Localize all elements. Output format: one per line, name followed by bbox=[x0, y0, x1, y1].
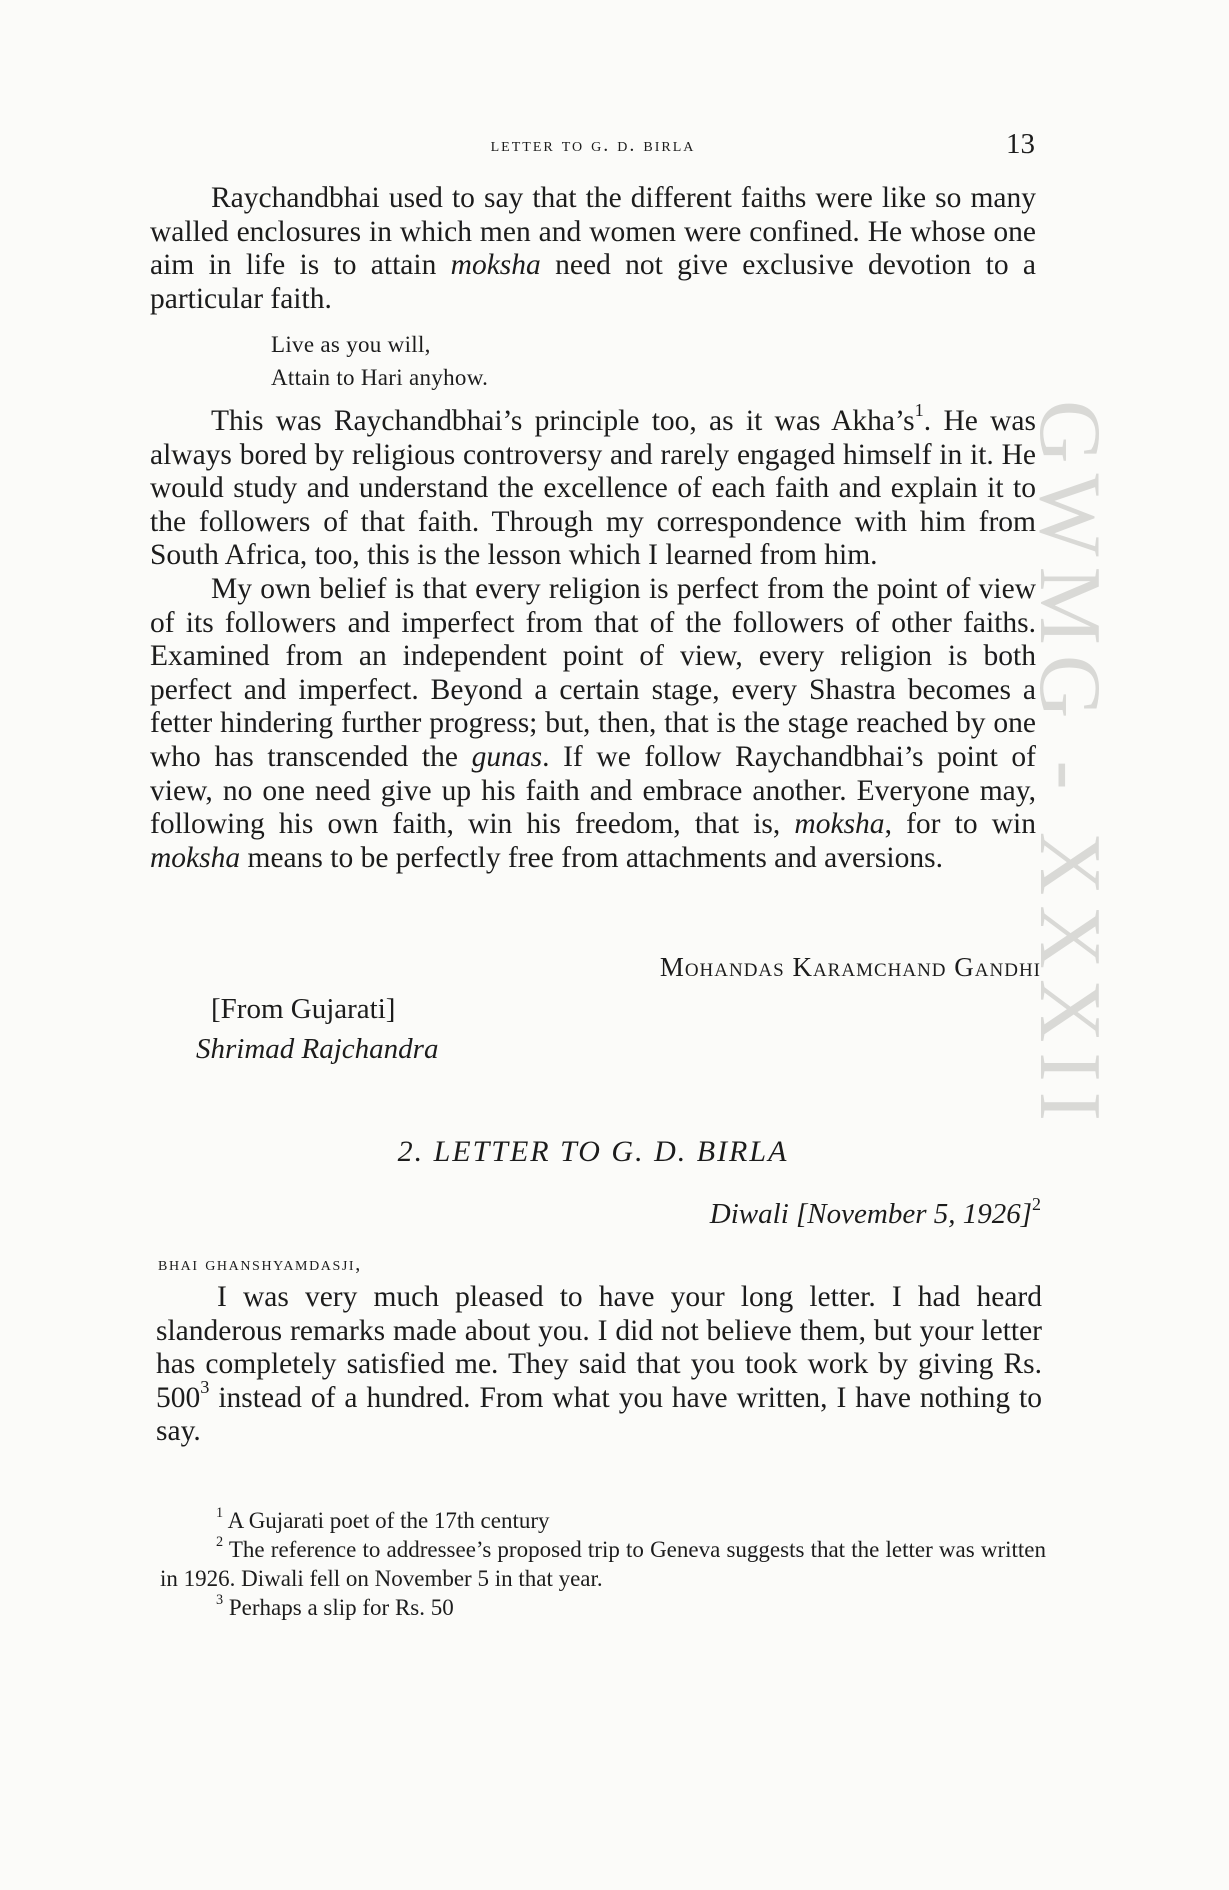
salutation: bhai ghanshyamdasji, bbox=[158, 1253, 362, 1275]
paragraph-4 bbox=[156, 1281, 1042, 1449]
dateline-text: Diwali [November 5, 1926] bbox=[709, 1198, 1033, 1230]
footnote-ref-1: 1 bbox=[914, 400, 924, 421]
paragraph-1-text bbox=[150, 182, 1036, 316]
paragraph-2-text: This was Raychandbhai’s principle too, as it was $Akha’s^1$. He was always bored by religious controversy and rarely engaged himself in it. He would study and understand the excellence of each faith and explain it to the followers of that faith. Through my correspondence with him from South Africa, too, this is the lesson which I learned from him. bbox=[150, 400, 1036, 572]
footnote-2 bbox=[160, 1535, 1046, 1593]
para1-seg-a: Raychandbhai used to say that the different faiths were like so many walled enclosures in which men and women were confined. He whose one aim in life is to attain moksha need not give exclusive devotion to a particular faith. bbox=[150, 182, 1036, 315]
footnote-1-text: A Gujarati poet of the 17th century bbox=[227, 1508, 550, 1533]
verse-line-1: Live as you will, bbox=[271, 332, 431, 357]
watermark: GWMG - XXXII bbox=[1021, 400, 1118, 1131]
footnote-1 bbox=[160, 1506, 1046, 1535]
document-heading: 2. LETTER TO G. D. BIRLA bbox=[397, 1135, 789, 1168]
verse-line-2: Attain to Hari anyhow. bbox=[271, 365, 489, 390]
page-number: 13 bbox=[1006, 128, 1035, 160]
footnote-2-mark: 2 bbox=[216, 1534, 224, 1551]
paragraph-3-text: My own belief is that every religion is perfect from the point of view of its followers and imperfect from that of the followers of other faiths. Examined from an independent point of view, every religion is both perfect and imperfect. Beyond a certain stage, every Shastra becomes a fetter hindering further progress; but, then, that is the stage reached by one who has transcended the gunas. If we follow Raychandbhai’s point of view, no one need give up his faith and embrace another. Everyone may, following his own faith, win his freedom, that is, moksha, for to win moksha means to be perfectly free from attachments and aversions. bbox=[150, 572, 1037, 874]
paragraph-2 bbox=[150, 400, 1037, 875]
footnotes bbox=[160, 1506, 1046, 1622]
footnote-3-mark: 3 bbox=[216, 1592, 224, 1609]
footnote-3-text: Perhaps a slip for Rs. 50 bbox=[228, 1595, 454, 1620]
dateline bbox=[709, 1193, 1041, 1231]
paragraph-4-text: I was very much pleased to have your long letter. I had heard slanderous remarks made about you. I did not believe them, but your letter has completely satisfied me. They said that you took work by giving Rs. $500^3$ instead of a hundred. From what you have written, I have nothing to say. bbox=[156, 1281, 1042, 1448]
footnote-ref-2: 2 bbox=[1032, 1193, 1041, 1214]
footnote-ref-3: 3 bbox=[200, 1377, 210, 1398]
footnote-3 bbox=[160, 1593, 1046, 1622]
signature: Mohandas Karamchand Gandhi bbox=[659, 952, 1041, 982]
running-title: letter to g. d. birla bbox=[490, 134, 696, 156]
paragraph-1 bbox=[150, 182, 1036, 316]
footnote-2-text: The reference to addressee’s proposed trip to Geneva suggests that the letter was written in 1926. Diwali fell on November 5 in that year. bbox=[160, 1537, 1046, 1591]
source-language: [From Gujarati] bbox=[211, 993, 396, 1025]
footnote-1-mark: 1 bbox=[216, 1505, 224, 1522]
source-title: Shrimad Rajchandra bbox=[196, 1033, 439, 1065]
